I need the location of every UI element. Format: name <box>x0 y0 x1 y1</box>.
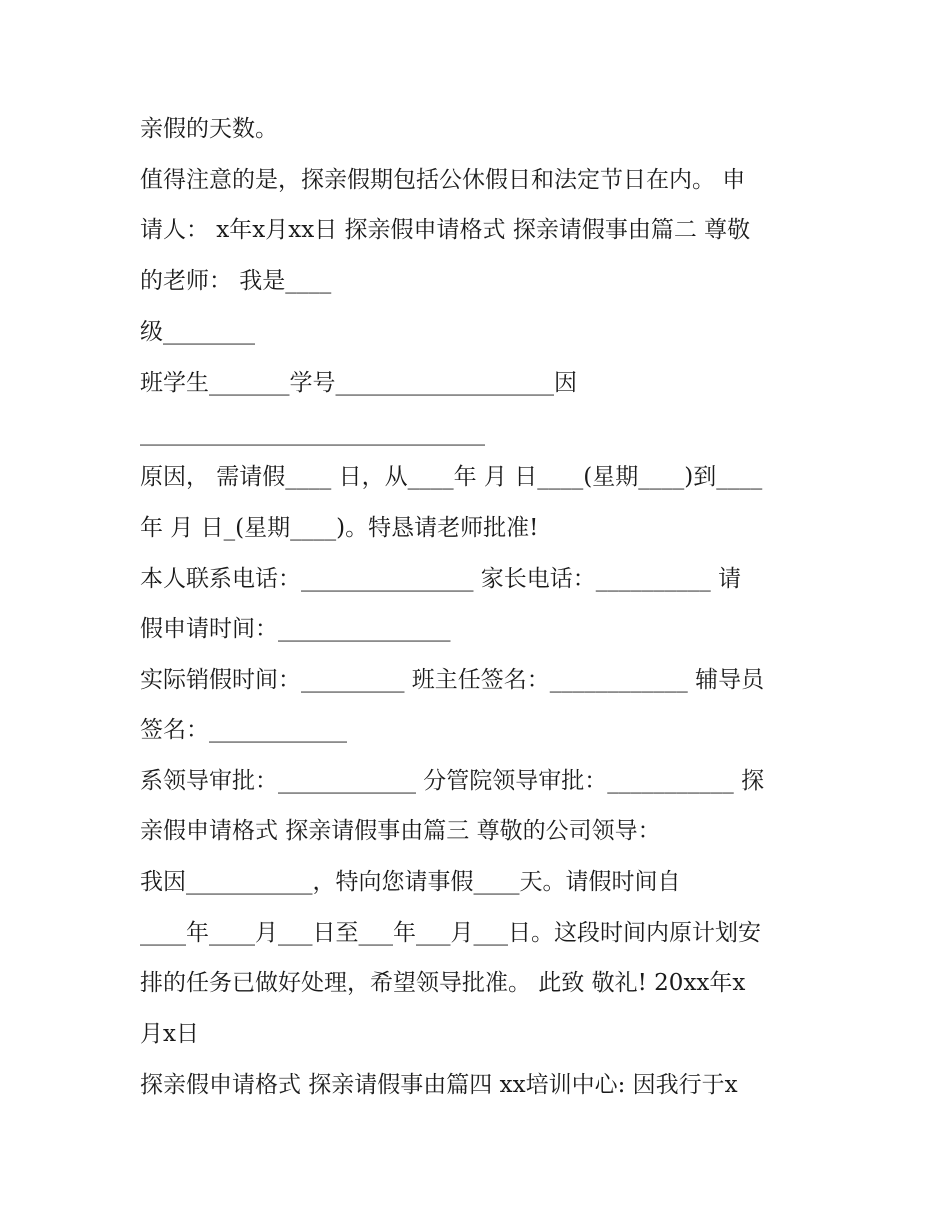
text-line: 原因， 需请假____ 日，从____年 月 日____(星期____)到____ <box>140 464 763 490</box>
text-line: 实际销假时间：_________ 班主任签名：____________ 辅导员 <box>140 667 765 693</box>
text-line: 请人： x年x月xx日 探亲假申请格式 探亲请假事由篇二 尊敬 <box>140 217 751 243</box>
text-line: 假申请时间：_______________ <box>140 616 451 642</box>
text-line: ______________________________ <box>140 420 485 446</box>
text-line: 级________ <box>140 319 255 345</box>
text-line: 签名：____________ <box>140 717 347 743</box>
text-line: 月x日 <box>140 1021 199 1047</box>
text-line: 班学生_______学号___________________因 <box>140 370 577 396</box>
text-line: 探亲假申请格式 探亲请假事由篇四 xx培训中心: 因我行于x <box>140 1072 738 1098</box>
text-line: ____年____月___日至___年___月___日。这段时间内原计划安 <box>140 920 761 946</box>
text-line: 的老师： 我是____ <box>140 268 332 294</box>
text-line: 值得注意的是，探亲假期包括公休假日和法定节日在内。 申 <box>140 167 746 193</box>
text-line: 系领导审批：____________ 分管院领导审批：___________ 探 <box>140 768 765 794</box>
text-line: 本人联系电话：_______________ 家长电话：__________ 请 <box>140 566 742 592</box>
text-line: 亲假的天数。 <box>140 116 278 142</box>
text-line: 我因___________，特向您请事假____天。请假时间自 <box>140 869 681 895</box>
text-line: 亲假申请格式 探亲请假事由篇三 尊敬的公司领导： <box>140 818 661 844</box>
text-line: 年 月 日_(星期____)。特恳请老师批准! <box>140 515 539 541</box>
text-line: 排的任务已做好处理，希望领导批准。 此致 敬礼! 20xx年x <box>140 970 746 996</box>
